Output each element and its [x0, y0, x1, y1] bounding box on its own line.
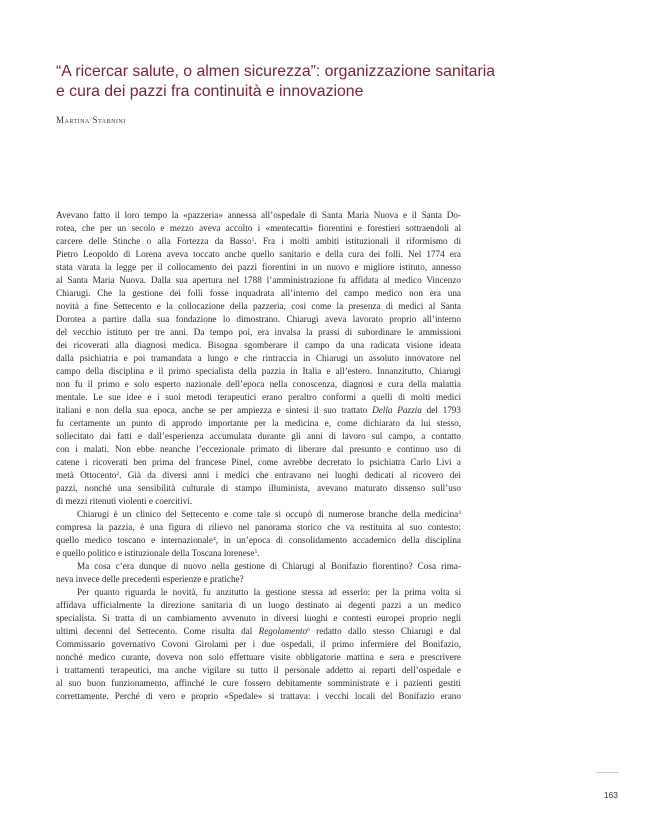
text-line — [56, 625, 461, 638]
text-line — [56, 508, 461, 521]
article-title-line: e cura dei pazzi fra continuità e innovazione — [56, 83, 364, 100]
text-run: del 1793 — [421, 405, 461, 415]
text-line: mentale. Le sue idee e i suoi metodi terapeutici erano peraltro conformi a quelli di molti medici — [56, 392, 461, 402]
text-run: quello medico toscano e internazionale — [56, 535, 213, 545]
text-run: carcere delle Stinche o alla Fortezza da Basso — [56, 236, 252, 246]
text-line: Per quanto riguarda le novità, fu anzitutto la gestione stessa ad esserlo: per la prima volta si — [77, 587, 461, 597]
text-line: fu certamente un punto di approdo importante per la medicina e, come dichiarato da lui stesso, — [56, 418, 461, 428]
footer-rule — [596, 772, 618, 773]
footnote-ref[interactable]: 6 — [307, 627, 310, 633]
text-line: catene i ricoverati ben prima del francese Pinel, come avrebbe decretato lo psichiatra Carlo Livi a — [56, 457, 461, 467]
paragraph-2 — [56, 508, 461, 560]
text-run: redatto dallo stesso Chiarugi e dal — [309, 626, 461, 636]
text-line: sollecitato dai fatti e dall’esperienza accumulata durante gli anni di lavoro sul campo, a contatto — [56, 431, 461, 441]
footnote-ref[interactable]: 4 — [212, 536, 216, 542]
text-line — [56, 547, 461, 560]
paragraph-1 — [56, 209, 461, 508]
article-body — [56, 209, 461, 703]
text-line: nonché medico curante, doveva non solo effettuare visite obbligatorie mattina e sera e prescrivere — [56, 652, 461, 662]
text-line: neva invece delle precedenti esperienze e pratiche? — [56, 574, 244, 584]
text-line: al suo buon funzionamento, affinché le cure fossero debitamente somministrate e i pazienti gestiti — [56, 678, 461, 688]
article-title — [56, 62, 496, 102]
text-run: . — [257, 548, 260, 558]
text-line: Commissario governativo Covoni Girolami per i due ospedali, il primo infermiere del Bonifazio, — [56, 639, 461, 649]
text-run: italiani e non della sua epoca, anche se per ampiezza e sintesi il suo trattato — [56, 405, 373, 415]
text-line: dalla psichiatria e poi tramandata a lungo e che rintraccia in Chiarugi un assoluto innovatore nel — [56, 353, 461, 363]
text-line: al Santa Maria Nuova. Dalla sua apertura nel 1788 l’amministrazione fu affidata al medico Vincenzo — [56, 275, 461, 285]
text-line — [56, 404, 461, 417]
text-line: non fu il primo e solo esperto nazionale dell’epoca nella conoscenza, diagnosi e cura della malattia — [56, 379, 461, 389]
text-run: metà Ottocento — [56, 470, 117, 480]
text-line: Avevano fatto il loro tempo la «pazzeria» annessa all’ospedale di Santa Maria Nuova e il Santa Do- — [56, 210, 461, 220]
text-run: . Fra i molti ambiti istituzionali il riformismo di — [254, 236, 461, 246]
text-line: rotea, che per un secolo e mezzo aveva accolto i «mentecatti» fiorentini e forestieri sottraendoli al — [56, 223, 461, 233]
text-run: e quello politico e istituzionale della Toscana lorenese — [56, 548, 255, 558]
document-title: Regolamento — [258, 626, 308, 636]
footnote-ref[interactable]: 2 — [116, 471, 120, 477]
text-line: novità a fine Settecento e la collocazione della pazzeria, così come la presenza di medici al Santa — [56, 301, 461, 311]
text-line — [56, 534, 461, 547]
footnote-ref[interactable]: 5 — [254, 549, 258, 555]
text-run: , in un’epoca di consolidamento accademico della disciplina — [215, 535, 461, 545]
text-line: specialista. Si tratta di un cambiamento avvenuto in diversi luoghi e contesti europei proprio negli — [56, 613, 461, 623]
text-line — [56, 469, 461, 482]
text-line: dei ricoverati alla diagnosi medica. Bisogna sgomberare il campo da una radicata visione ideata — [56, 340, 461, 350]
text-line: compresa la pazzia, è una figura di rilievo nel panorama storico che va restituita al suo contesto: — [56, 522, 461, 532]
text-line: Pietro Leopoldo di Lorena aveva toccato anche quello sanitario e della cura dei folli. Nel 1774 era — [56, 249, 461, 259]
footnote-ref[interactable]: 1 — [251, 237, 255, 243]
paragraph-3 — [56, 560, 461, 586]
text-line — [56, 235, 461, 248]
text-line: i trattamenti terapeutici, ma anche vigilare su tutto il personale addetto ai reparti dell’ospedale e — [56, 665, 461, 675]
text-line: di mezzi ritenuti violenti e coercitivi. — [56, 496, 193, 506]
text-line: correttamente. Perché di vero e proprio «Spedale» si trattava: i vecchi locali del Bonifazio erano — [56, 691, 461, 701]
text-run: . Già da diversi anni i medici che entravano nei luoghi dedicati al ricovero dei — [119, 470, 461, 480]
text-run: ultimi decenni del Settecento. Come risulta dal — [56, 626, 259, 636]
article-author: Martina Starnini — [56, 115, 126, 125]
text-line: Ma cosa c’era dunque di nuovo nella gestione di Chiarugi al Bonifazio fiorentino? Cosa rima- — [77, 561, 461, 571]
text-line: affidava ufficialmente la direzione sanitaria di un luogo destinato ai degenti pazzi a un medico — [56, 600, 461, 610]
article-title-line: “A ricercar salute, o almen sicurezza”: organizzazione sanitaria — [56, 63, 495, 80]
page-number: 163 — [603, 790, 618, 800]
text-line: campo della disciplina e il primo specialista della pazzia in Italia e all’estero. Innanzitutto, Chiarugi — [56, 366, 461, 376]
paragraph-4 — [56, 586, 461, 703]
footnote-ref[interactable]: 3 — [458, 510, 461, 516]
text-line: con i malati. Non ebbe neanche l’eccezionale primato di liberare dal presunto e continuo uso di — [56, 444, 461, 454]
text-run: Chiarugi è un clinico del Settecento e come tale si occupò di numerose branche della medicina — [77, 509, 459, 519]
text-line: del vecchio istituto per tre anni. Da tempo poi, era invalsa la prassi di subordinare le ammissioni — [56, 327, 461, 337]
book-title: Della Pazzia — [372, 405, 422, 415]
text-line: pazzi, nonché una sensibilità culturale di stampo illuminista, avevano maturato dissenso sull’uso — [56, 483, 461, 493]
text-line: Dorotea a partire dalla sua fondazione lo dimostrano. Chiarugi aveva lavorato proprio all’interno — [56, 314, 461, 324]
text-line: Chiarugi. Che la gestione dei folli fosse inquadrata all’interno del campo medico non era una — [56, 288, 461, 298]
text-line: stata varata la legge per il collocamento dei pazzi fiorentini in un nuovo e migliore istituto, annesso — [56, 262, 461, 272]
